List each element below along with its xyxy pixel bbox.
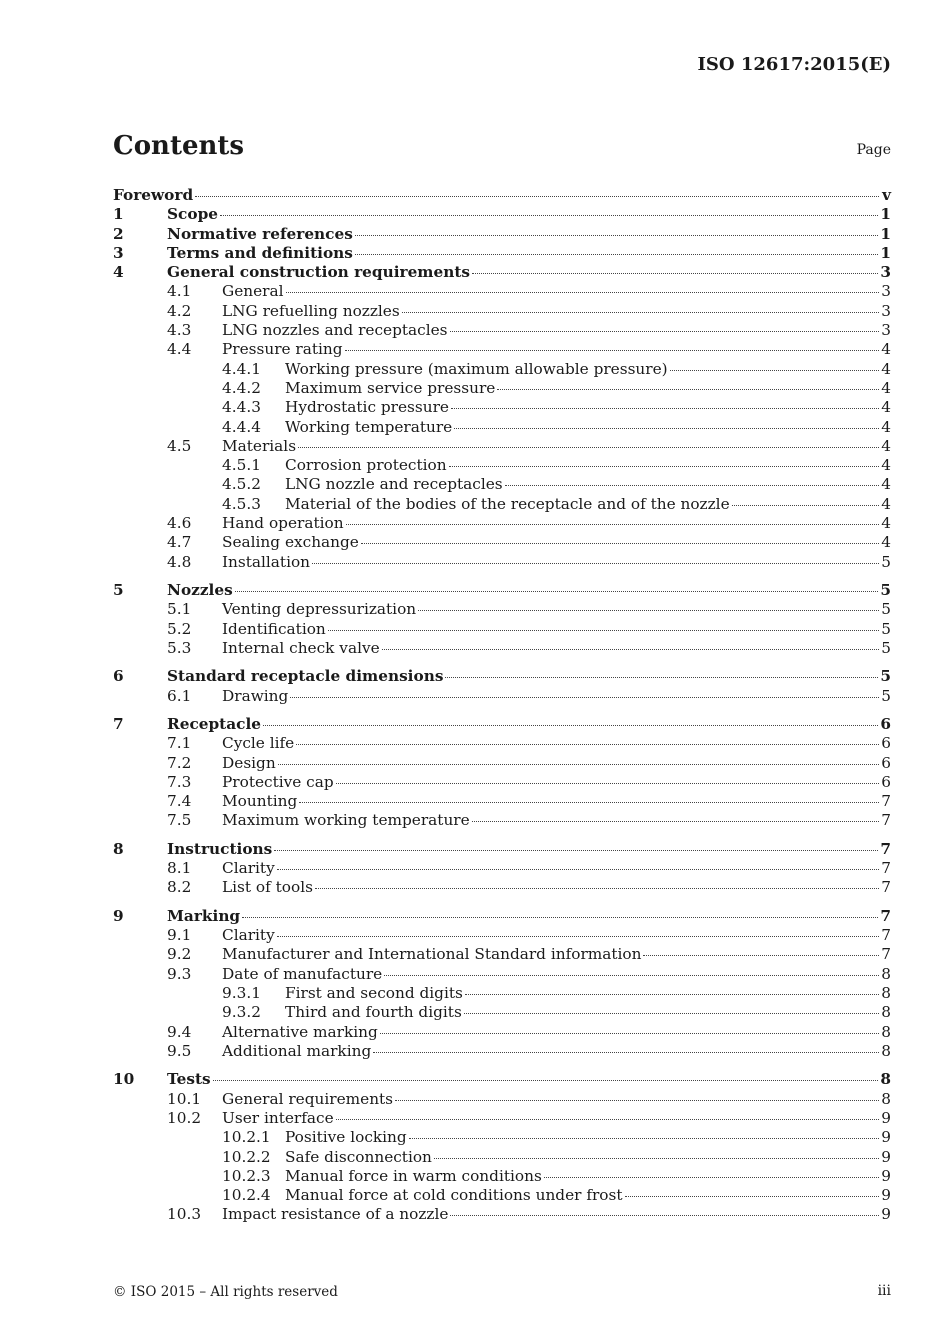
toc-entry-number: 6 xyxy=(113,667,124,686)
toc-entry[interactable] xyxy=(113,840,891,859)
toc-entry-number: 7.2 xyxy=(167,753,192,772)
toc-entry-page: 5 xyxy=(881,619,891,638)
toc-entry-number: 4.4.1 xyxy=(222,359,261,378)
toc-entry[interactable] xyxy=(113,1186,891,1205)
toc-entry-title: Third and fourth digits xyxy=(285,1003,462,1022)
dot-leader xyxy=(298,447,879,448)
toc-entry-title: LNG refuelling nozzles xyxy=(222,301,400,320)
toc-entry[interactable] xyxy=(113,205,891,224)
toc-entry-number: 9.3.2 xyxy=(222,1003,261,1022)
dot-leader xyxy=(472,821,879,822)
toc-entry[interactable] xyxy=(113,639,891,658)
dot-leader xyxy=(505,485,879,486)
toc-entry[interactable] xyxy=(113,715,891,734)
dot-leader xyxy=(497,389,879,390)
toc-entry-title: User interface xyxy=(222,1108,334,1127)
toc-entry[interactable] xyxy=(113,1090,891,1109)
dot-leader xyxy=(346,524,879,525)
toc-entry[interactable] xyxy=(113,1023,891,1042)
toc-entry-title: General construction requirements xyxy=(167,263,471,282)
toc-entry[interactable] xyxy=(113,495,891,514)
dot-leader xyxy=(274,850,878,851)
toc-entry[interactable] xyxy=(113,859,891,878)
toc-entry[interactable] xyxy=(113,225,891,244)
toc-entry[interactable] xyxy=(113,773,891,792)
toc-entry-title: Internal check valve xyxy=(222,638,380,657)
toc-entry-number: 10.2.2 xyxy=(222,1147,271,1166)
toc-entry-page: 7 xyxy=(881,792,891,811)
toc-entry[interactable] xyxy=(113,514,891,533)
toc-entry[interactable] xyxy=(113,475,891,494)
dot-leader xyxy=(290,697,879,698)
toc-entry-title: Identification xyxy=(222,619,326,638)
toc-entry[interactable] xyxy=(113,282,891,301)
toc-entry-page: 8 xyxy=(881,964,891,983)
toc-entry-number: 4.2 xyxy=(167,301,192,320)
toc-entry-number: 7.4 xyxy=(167,792,192,811)
toc-entry[interactable] xyxy=(113,754,891,773)
toc-entry-page: 1 xyxy=(880,243,891,262)
toc-entry-number: 5 xyxy=(113,581,124,600)
toc-entry-number: 1 xyxy=(113,205,124,224)
toc-entry[interactable] xyxy=(113,1070,891,1089)
toc-entry-page: 4 xyxy=(881,475,891,494)
toc-entry[interactable] xyxy=(113,1042,891,1061)
toc-entry-number: 10.2.3 xyxy=(222,1166,271,1185)
dot-leader xyxy=(418,610,879,611)
dot-leader xyxy=(395,1100,879,1101)
toc-entry-number: 4.8 xyxy=(167,552,192,571)
toc-entry-title: List of tools xyxy=(222,878,313,897)
dot-leader xyxy=(464,1013,879,1014)
toc-entry[interactable] xyxy=(113,302,891,321)
dot-leader xyxy=(361,543,879,544)
toc-entry-number: 6.1 xyxy=(167,686,192,705)
toc-entry[interactable] xyxy=(113,811,891,830)
toc-entry-page: 8 xyxy=(880,1070,891,1089)
toc-entry-page: 8 xyxy=(881,1022,891,1041)
dot-leader xyxy=(465,994,879,995)
toc-entry-number: 9.3.1 xyxy=(222,984,261,1003)
toc-entry-page: 4 xyxy=(881,533,891,552)
toc-entry[interactable] xyxy=(113,360,891,379)
toc-entry-title: Material of the bodies of the receptacle and of the nozzle xyxy=(285,494,730,513)
toc-entry-page: 3 xyxy=(881,301,891,320)
toc-entry-title: General xyxy=(222,282,284,301)
toc-entry-title: Normative references xyxy=(167,224,353,243)
toc-entry-title: Additional marking xyxy=(222,1041,372,1060)
dot-leader xyxy=(451,408,879,409)
toc-entry-number: 7 xyxy=(113,715,124,733)
dot-leader xyxy=(336,1119,879,1120)
toc-entry[interactable] xyxy=(113,667,891,686)
toc-entry[interactable] xyxy=(113,620,891,639)
toc-entry-number: 4.4 xyxy=(167,340,192,359)
toc-entry-page: 4 xyxy=(881,494,891,513)
toc-entry-number: 8 xyxy=(113,839,124,858)
toc-entry[interactable] xyxy=(113,926,891,945)
toc-entry-number: 4.5.1 xyxy=(222,456,261,475)
toc-entry-title: Hand operation xyxy=(222,514,344,533)
toc-entry-number: 7.1 xyxy=(167,734,192,753)
dot-leader xyxy=(373,1052,879,1053)
toc-entry-title: Tests xyxy=(167,1070,211,1089)
toc-entry[interactable] xyxy=(113,792,891,811)
toc-entry[interactable] xyxy=(113,878,891,897)
footer-page-number: iii xyxy=(877,1283,891,1299)
toc-entry-page: 5 xyxy=(881,638,891,657)
toc-entry-number: 4.4.4 xyxy=(222,417,261,436)
dot-leader xyxy=(380,1033,879,1034)
toc-entry[interactable] xyxy=(113,244,891,263)
dot-leader xyxy=(450,1215,879,1216)
toc-entry-title: Clarity xyxy=(222,926,275,945)
toc-entry-title: Installation xyxy=(222,552,311,571)
toc-entry[interactable] xyxy=(113,186,891,205)
dot-leader xyxy=(732,505,879,506)
dot-leader xyxy=(409,1138,879,1139)
toc-entry[interactable] xyxy=(113,340,891,359)
toc-entry-number: 10.2 xyxy=(167,1108,202,1127)
dot-leader xyxy=(382,649,879,650)
page-title: Contents xyxy=(113,131,245,161)
toc-entry-page: 4 xyxy=(881,340,891,359)
toc-entry-page: 7 xyxy=(880,906,891,925)
toc-entry[interactable] xyxy=(113,418,891,437)
toc-entry-page: 6 xyxy=(880,715,891,733)
dot-leader xyxy=(213,1080,879,1081)
toc-entry-title: Positive locking xyxy=(285,1128,407,1147)
toc-entry-title: Receptacle xyxy=(167,715,262,733)
toc-entry-number: 4.5.3 xyxy=(222,494,261,513)
document-id: ISO 12617:2015(E) xyxy=(697,54,891,75)
toc-entry[interactable] xyxy=(113,456,891,475)
toc-entry-title: Hydrostatic pressure xyxy=(285,398,449,417)
dot-leader xyxy=(402,312,879,313)
toc-entry-page: 8 xyxy=(881,1089,891,1108)
toc-entry[interactable] xyxy=(113,1109,891,1128)
toc-entry-number: 4.4.3 xyxy=(222,398,261,417)
toc-entry-page: 4 xyxy=(881,378,891,397)
toc-entry-title: Maximum working temperature xyxy=(222,811,470,830)
toc-entry-title: Date of manufacture xyxy=(222,964,383,983)
toc-entry-number: 9 xyxy=(113,906,124,925)
toc-entry-number: 4.3 xyxy=(167,321,192,340)
dot-leader xyxy=(242,917,878,918)
toc-entry-number: 4.7 xyxy=(167,533,192,552)
toc-entry-number: 4 xyxy=(113,263,124,282)
dot-leader xyxy=(625,1196,879,1197)
toc-entry-page: 5 xyxy=(881,686,891,705)
toc-entry-number: 8.1 xyxy=(167,859,192,878)
toc-entry-number: 7.5 xyxy=(167,811,192,830)
toc-entry-title: Clarity xyxy=(222,859,275,878)
toc-entry[interactable] xyxy=(113,581,891,600)
toc-entry-title: Corrosion protection xyxy=(285,456,447,475)
toc-entry-number: 5.3 xyxy=(167,638,192,657)
toc-entry-title: LNG nozzle and receptacles xyxy=(285,475,503,494)
toc-entry-number: 4.5 xyxy=(167,436,192,455)
dot-leader xyxy=(235,591,879,592)
dot-leader xyxy=(278,764,879,765)
toc-entry-title: Safe disconnection xyxy=(285,1147,432,1166)
toc-entry-title: Protective cap xyxy=(222,772,334,791)
toc-entry-page: v xyxy=(882,186,891,204)
toc-entry-number: 5.2 xyxy=(167,619,192,638)
dot-leader xyxy=(263,725,878,726)
copyright-notice: © ISO 2015 – All rights reserved xyxy=(113,1284,338,1300)
toc-entry[interactable] xyxy=(113,1148,891,1167)
toc-entry-page: 7 xyxy=(881,859,891,878)
toc-entry[interactable] xyxy=(113,945,891,964)
toc-entry-page: 9 xyxy=(881,1166,891,1185)
toc-entry-page: 6 xyxy=(881,772,891,791)
toc-entry[interactable] xyxy=(113,379,891,398)
toc-entry-number: 10 xyxy=(113,1070,135,1089)
toc-entry[interactable] xyxy=(113,907,891,926)
page-column-label: Page xyxy=(856,142,891,158)
toc-entry-page: 9 xyxy=(881,1186,891,1205)
toc-entry-title: Maximum service pressure xyxy=(285,378,496,397)
toc-entry[interactable] xyxy=(113,734,891,753)
toc-entry-title: Design xyxy=(222,753,276,772)
toc-entry-page: 3 xyxy=(880,263,891,282)
toc-entry-title: Manual force at cold conditions under frost xyxy=(285,1186,623,1205)
toc-entry-title: Working pressure (maximum allowable pressure) xyxy=(285,359,668,378)
toc-entry-page: 7 xyxy=(881,945,891,964)
toc-entry-title: Venting depressurization xyxy=(222,600,417,619)
dot-leader xyxy=(277,936,879,937)
toc-entry[interactable] xyxy=(113,687,891,706)
toc-entry-number: 8.2 xyxy=(167,878,192,897)
toc-entry-page: 3 xyxy=(881,321,891,340)
toc-entry[interactable] xyxy=(113,533,891,552)
toc-entry-page: 1 xyxy=(880,224,891,243)
dot-leader xyxy=(355,254,878,255)
toc-entry-number: 3 xyxy=(113,243,124,262)
toc-entry-page: 9 xyxy=(881,1205,891,1224)
dot-leader xyxy=(328,630,879,631)
toc-entry[interactable] xyxy=(113,1167,891,1186)
toc-entry-title: Drawing xyxy=(222,686,289,705)
toc-entry-title: Pressure rating xyxy=(222,340,343,359)
toc-entry-title: Sealing exchange xyxy=(222,533,359,552)
toc-entry-title: Impact resistance of a nozzle xyxy=(222,1205,449,1224)
dot-leader xyxy=(472,273,878,274)
toc-entry-number: 4.1 xyxy=(167,282,192,301)
toc-entry[interactable] xyxy=(113,1128,891,1147)
toc-entry-number: 2 xyxy=(113,224,124,243)
toc-entry-page: 5 xyxy=(881,552,891,571)
toc-entry[interactable] xyxy=(113,965,891,984)
toc-entry[interactable] xyxy=(113,600,891,619)
toc-entry[interactable] xyxy=(113,398,891,417)
dot-leader xyxy=(277,869,879,870)
toc-entry-title: Instructions xyxy=(167,839,273,858)
dot-leader xyxy=(384,975,879,976)
toc-entry-page: 9 xyxy=(881,1108,891,1127)
toc-entry-title: First and second digits xyxy=(285,984,463,1003)
dot-leader xyxy=(454,428,879,429)
toc-entry-title: Alternative marking xyxy=(222,1022,378,1041)
toc-entry[interactable] xyxy=(113,1205,891,1224)
dot-leader xyxy=(296,744,879,745)
toc-entry-title: Marking xyxy=(167,906,241,925)
toc-entry-number: 5.1 xyxy=(167,600,192,619)
toc-entry[interactable] xyxy=(113,437,891,456)
toc-entry-page: 3 xyxy=(881,282,891,301)
toc-entry-page: 5 xyxy=(880,581,891,600)
dot-leader xyxy=(449,466,879,467)
toc-entry-title: General requirements xyxy=(222,1089,394,1108)
toc-entry-number: 9.4 xyxy=(167,1022,192,1041)
toc-entry[interactable] xyxy=(113,984,891,1003)
toc-entry-number: 9.1 xyxy=(167,926,192,945)
toc-entry-page: 5 xyxy=(880,667,891,686)
toc-entry-number: 4.6 xyxy=(167,514,192,533)
dot-leader xyxy=(345,350,879,351)
toc-entry-page: 7 xyxy=(881,926,891,945)
dot-leader xyxy=(643,955,879,956)
toc-entry-page: 7 xyxy=(881,811,891,830)
toc-entry-title: Mounting xyxy=(222,792,298,811)
dot-leader xyxy=(195,196,879,197)
toc-entry-number: 10.1 xyxy=(167,1089,202,1108)
toc-entry-title: Nozzles xyxy=(167,581,233,600)
toc-entry-number: 10.2.1 xyxy=(222,1128,271,1147)
toc-entry-title: Manufacturer and International Standard information xyxy=(222,945,642,964)
toc-entry-title: Standard receptacle dimensions xyxy=(167,667,444,686)
toc-entry-page: 9 xyxy=(881,1128,891,1147)
toc-entry-number: 9.3 xyxy=(167,964,192,983)
toc-entry-page: 8 xyxy=(881,984,891,1003)
toc-entry-page: 7 xyxy=(881,878,891,897)
toc-entry-title: Terms and definitions xyxy=(167,243,353,262)
toc-entry-page: 8 xyxy=(881,1041,891,1060)
dot-leader xyxy=(450,331,880,332)
toc-entry-title: Foreword xyxy=(113,186,194,204)
toc-entry-number: 10.2.4 xyxy=(222,1186,271,1205)
dot-leader xyxy=(336,783,879,784)
toc-entry-title: Materials xyxy=(222,436,297,455)
toc-entry-page: 4 xyxy=(881,417,891,436)
toc-entry-page: 7 xyxy=(880,839,891,858)
toc-entry-page: 4 xyxy=(881,398,891,417)
toc-entry[interactable] xyxy=(113,1003,891,1022)
dot-leader xyxy=(286,292,879,293)
toc-entry-title: LNG nozzles and receptacles xyxy=(222,321,448,340)
toc-entry-page: 9 xyxy=(881,1147,891,1166)
dot-leader xyxy=(299,802,879,803)
dot-leader xyxy=(355,235,879,236)
toc-entry-page: 4 xyxy=(881,359,891,378)
toc-entry-page: 1 xyxy=(880,205,891,224)
toc-entry[interactable] xyxy=(113,553,891,572)
toc-entry-number: 7.3 xyxy=(167,772,192,791)
toc-entry-page: 6 xyxy=(881,734,891,753)
dot-leader xyxy=(315,888,879,889)
toc-entry-page: 4 xyxy=(881,514,891,533)
dot-leader xyxy=(544,1177,879,1178)
toc-entry-number: 9.5 xyxy=(167,1041,192,1060)
toc-entry-number: 4.4.2 xyxy=(222,378,261,397)
toc-entry-number: 4.5.2 xyxy=(222,475,261,494)
dot-leader xyxy=(220,215,878,216)
toc-entry-number: 10.3 xyxy=(167,1205,202,1224)
toc-entry[interactable] xyxy=(113,263,891,282)
dot-leader xyxy=(434,1158,879,1159)
toc-entry-page: 4 xyxy=(881,456,891,475)
toc-entry-page: 8 xyxy=(881,1003,891,1022)
toc-entry[interactable] xyxy=(113,321,891,340)
toc-entry-title: Scope xyxy=(167,205,218,224)
dot-leader xyxy=(312,563,879,564)
toc-entry-title: Manual force in warm conditions xyxy=(285,1166,542,1185)
toc-entry-title: Working temperature xyxy=(285,417,453,436)
dot-leader xyxy=(670,370,879,371)
dot-leader xyxy=(445,677,878,678)
toc-entry-page: 4 xyxy=(881,436,891,455)
table-of-contents xyxy=(113,186,891,1225)
toc-entry-title: Cycle life xyxy=(222,734,295,753)
toc-entry-page: 5 xyxy=(881,600,891,619)
toc-entry-number: 9.2 xyxy=(167,945,192,964)
toc-entry-page: 6 xyxy=(881,753,891,772)
